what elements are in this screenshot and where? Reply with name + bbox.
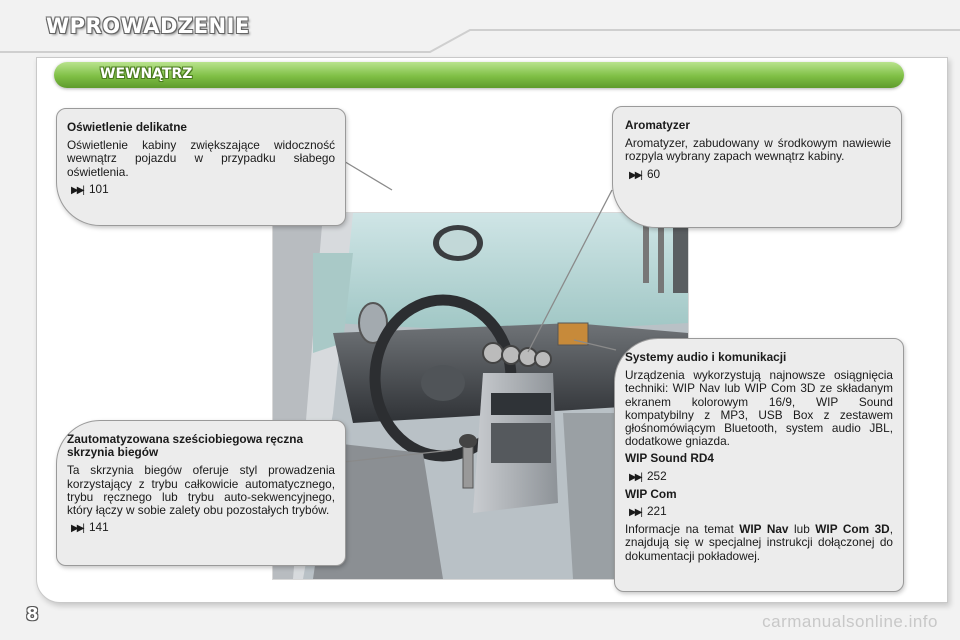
callout-audio-sub2: WIP Com [625,486,677,501]
note-bold-2: WIP Com 3D [815,522,890,537]
callout-fragrance-title: Aromatyzer [625,118,690,132]
callout-audio-page1: 252 [646,468,667,483]
note-post: , znajdują się w specjalnej instrukcji dołączonej do dokumentacji pokładowej. [625,522,893,563]
fast-forward-icon: ▶▶| [629,507,641,519]
page-title: WPROWADZENIE [46,14,250,38]
callout-gearbox-page: 141 [88,520,109,535]
callout-audio-page2: 221 [646,504,667,519]
callout-lighting-ref [67,183,335,197]
callout-audio [614,338,904,592]
fast-forward-icon: ▶▶| [71,184,83,196]
fast-forward-icon: ▶▶| [629,471,641,483]
section-title: WEWNĄTRZ [100,66,193,82]
callout-gearbox-text: Ta skrzynia biegów oferuje styl prowadzenia korzystający z trybu całkowicie automatycznego, trybu ręcznego lub trybu auto-sekwencyjnego, który łączy w sobie zalety obu pozostałych trybów. [67,463,335,518]
callout-fragrance [612,106,902,228]
page-number: 8 [26,604,39,625]
note-mid: lub [788,522,816,537]
callout-fragrance-ref [625,168,891,182]
callout-audio-ref1 [625,470,893,484]
callout-fragrance-page: 60 [646,166,661,181]
callout-fragrance-text: Aromatyzer, zabudowany w środkowym nawiewie rozpyla wybrany zapach wewnątrz kabiny. [625,136,891,164]
callout-audio-ref2 [625,505,893,519]
callout-audio-note [625,523,893,563]
callout-audio-text: Urządzenia wykorzystują najnowsze osiągnięcia techniki: WIP Nav lub WIP Com 3D ze składanym ekranem kolorowym 16/9, WIP Sound kompatybilny z MP3, USB Box z zestawem głośnomówiącym Bluetooth, system audio JBL, dodatkowe gniazda. [625,368,893,449]
callout-lighting [56,108,346,226]
callout-gearbox-title: Zautomatyzowana sześciobiegowa ręczna skrzynia biegów [67,432,304,460]
fast-forward-icon: ▶▶| [629,169,641,181]
callout-lighting-page: 101 [88,181,109,196]
callout-audio-sub1: WIP Sound RD4 [625,451,714,466]
watermark: carmanualsonline.info [762,612,938,631]
callout-gearbox [56,420,346,566]
callout-gearbox-ref [67,521,335,535]
callout-audio-title: Systemy audio i komunikacji [625,350,787,364]
note-pre: Informacje na temat [625,522,740,537]
callout-lighting-title: Oświetlenie delikatne [67,120,187,134]
fast-forward-icon: ▶▶| [71,523,83,535]
callout-lighting-text: Oświetlenie kabiny zwiększające widoczność wewnątrz pojazdu w przypadku słabego oświetlenia. [67,138,335,179]
note-bold-1: WIP Nav [739,522,789,537]
section-header [54,62,904,88]
